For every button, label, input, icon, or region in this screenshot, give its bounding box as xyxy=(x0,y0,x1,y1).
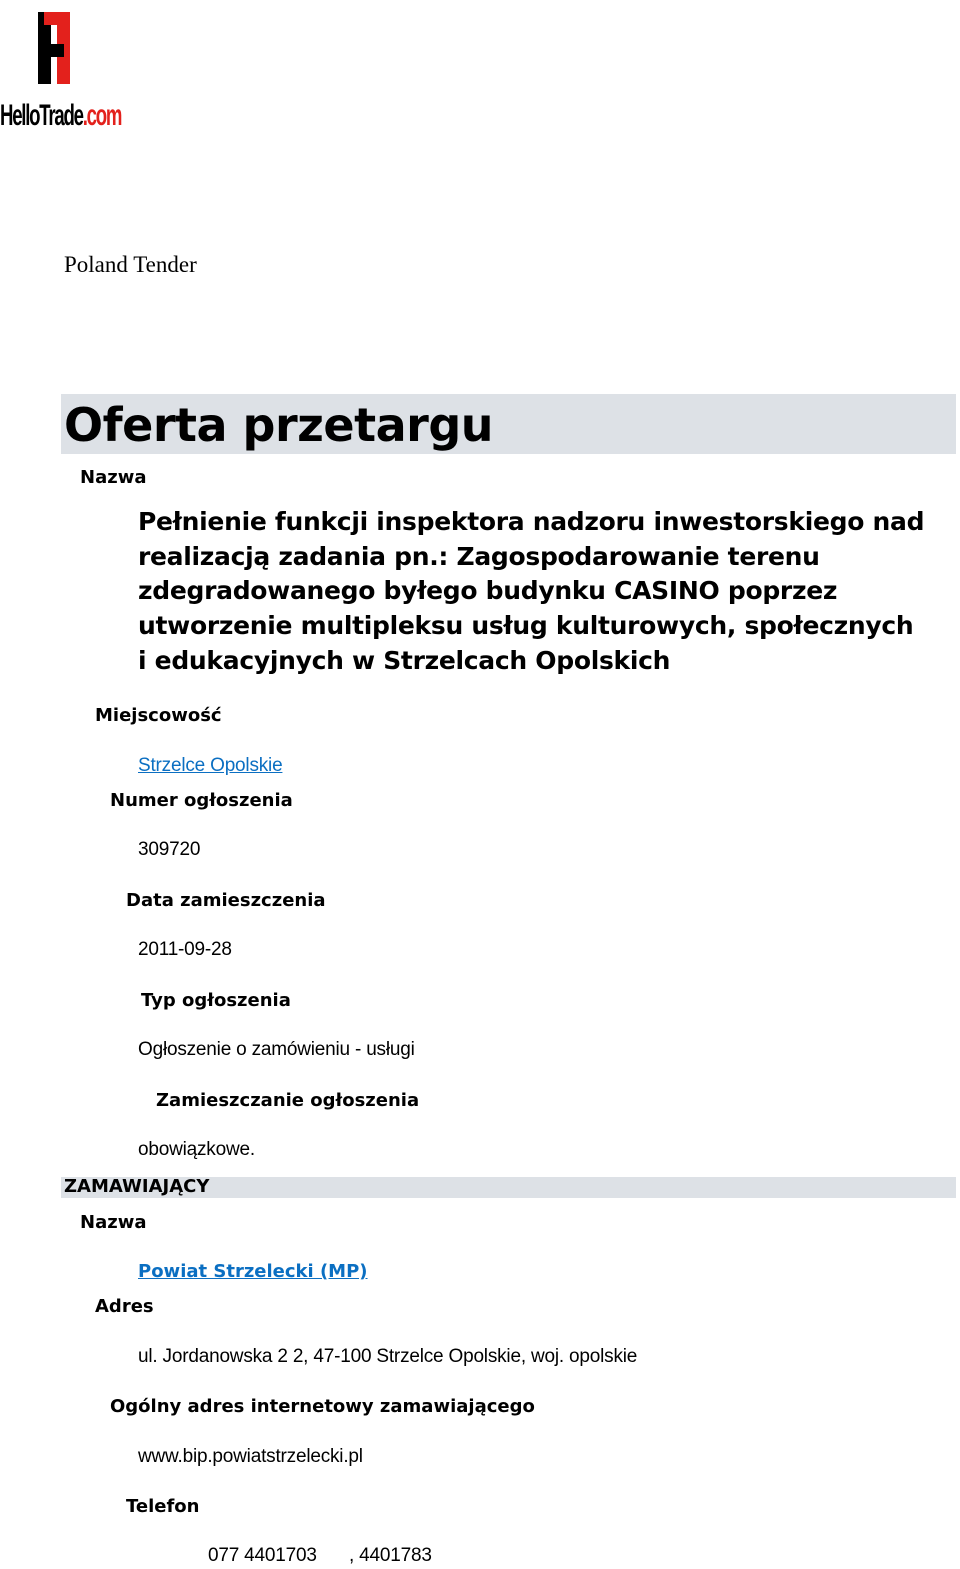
field-label-typ: Typ ogłoszenia xyxy=(141,990,291,1011)
buyer-address: ul. Jordanowska 2 2, 47-100 Strzelce Opolskie, woj. opolskie xyxy=(138,1346,638,1367)
buyer-website: www.bip.powiatstrzelecki.pl xyxy=(138,1446,363,1467)
tender-name: Pełnienie funkcji inspektora nadzoru inwestorskiego nad realizacją zadania pn.: Zagospodarowanie terenu zdegradowanego byłego budynku CASINO poprzez utworzenie multipleksu usług kulturowych, społecznych i edukacyjnych w Strzelcach Opolskich xyxy=(138,507,925,675)
section-title-buyer: ZAMAWIAJĄCY xyxy=(64,1176,210,1197)
field-label-data: Data zamieszczenia xyxy=(126,890,326,911)
notice-number: 309720 xyxy=(138,839,201,860)
location-link[interactable]: Strzelce Opolskie xyxy=(138,755,283,776)
buyer-name-link[interactable]: Powiat Strzelecki (MP) xyxy=(138,1261,368,1282)
buyer-phone-2: , 4401783 xyxy=(349,1545,432,1566)
buyer-label-adres: Adres xyxy=(95,1296,154,1317)
ht-monogram-icon xyxy=(0,6,124,96)
publication-requirement: obowiązkowe. xyxy=(138,1139,255,1160)
buyer-label-nazwa: Nazwa xyxy=(80,1212,147,1233)
page-subtitle: Poland Tender xyxy=(64,252,197,277)
buyer-label-www: Ogólny adres internetowy zamawiającego xyxy=(110,1396,535,1417)
hellotrade-logo[interactable] xyxy=(0,6,124,130)
field-label-miejscowosc: Miejscowość xyxy=(95,705,222,726)
publication-date: 2011-09-28 xyxy=(138,939,232,960)
logo-text-com: .com xyxy=(82,99,122,132)
field-label-zamieszczanie: Zamieszczanie ogłoszenia xyxy=(156,1090,420,1111)
buyer-phone-1: 077 4401703 xyxy=(208,1545,317,1566)
buyer-label-telefon: Telefon xyxy=(126,1496,200,1517)
logo-wordmark xyxy=(0,98,121,134)
notice-type: Ogłoszenie o zamówieniu - usługi xyxy=(138,1039,415,1060)
field-label-numer: Numer ogłoszenia xyxy=(110,790,293,811)
field-label-nazwa: Nazwa xyxy=(80,467,147,488)
page-title: Oferta przetargu xyxy=(64,398,494,452)
logo-text-hello: HelloTrade xyxy=(0,99,83,132)
